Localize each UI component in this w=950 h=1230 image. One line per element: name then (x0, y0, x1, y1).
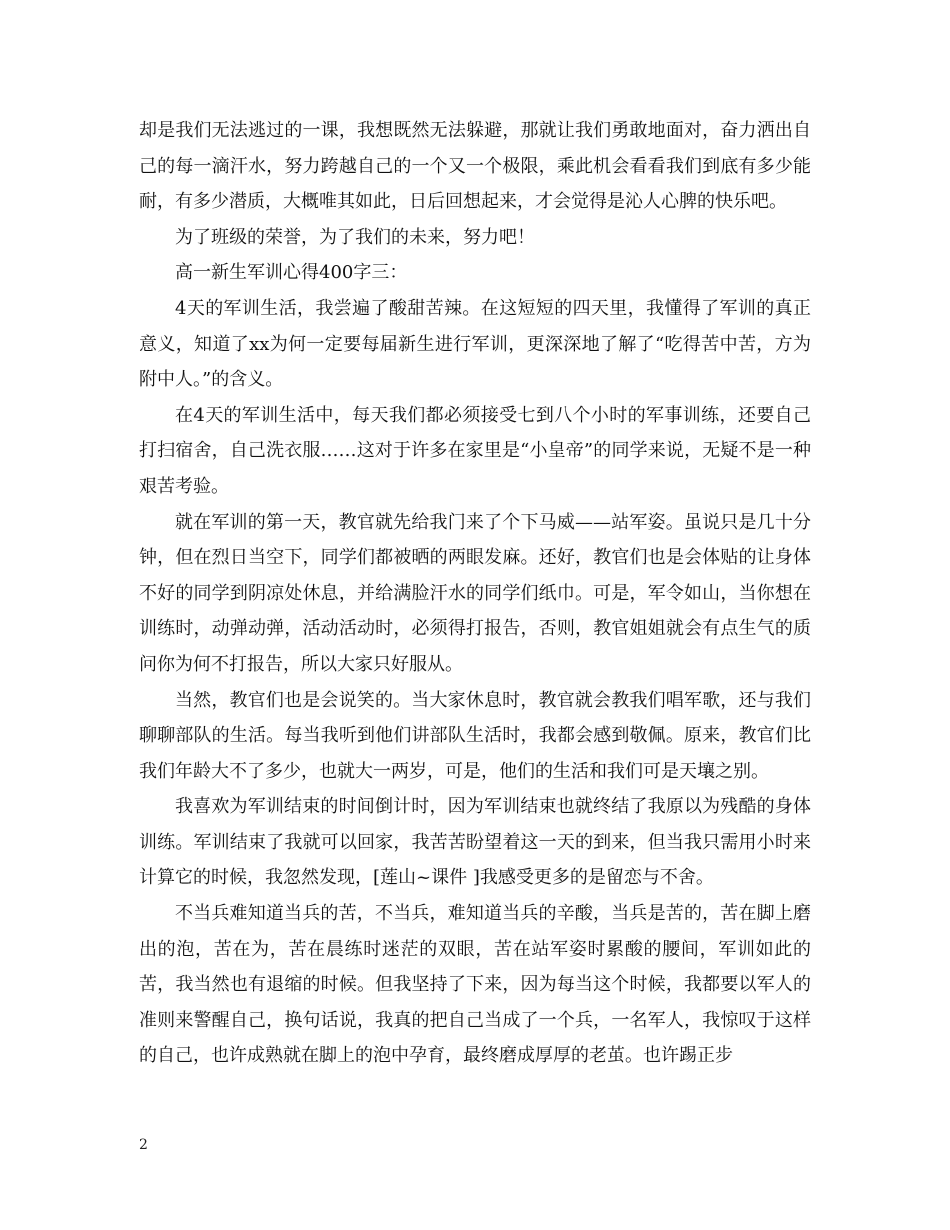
document-body (139, 113, 811, 1074)
section-heading: 高一新生军训心得400字三： (175, 262, 408, 284)
paragraph-6: 当然，教官们也是会说笑的。当大家休息时，教官就会教我们唱军歌，还与我们聊聊部队的生活。每当我听到他们讲部队生活时，我都会感到敬佩。原来，教官们比我们年龄大不了多少，也就大一两岁，可是，他们的生活和我们可是天壤之别。 (139, 689, 811, 782)
paragraph-7: 我喜欢为军训结束的时间倒计时，因为军训结束也就终结了我原以为残酷的身体训练。军训结束了我就可以回家，我苦苦盼望着这一天的到来，但当我只需用小时来计算它的时候，我忽然发现，[莲山~课件 ]我感受更多的是留恋与不舍。 (139, 796, 811, 889)
paragraph-5: 就在军训的第一天，教官就先给我门来了个下马威——站军姿。虽说只是几十分钟，但在烈日当空下，同学们都被晒的两眼发麻。还好，教官们也是会体贴的让身体不好的同学到阴凉处休息，并给满脸汗水的同学们纸巾。可是，军令如山，当你想在训练时，动弹动弹，活动活动时，必须得打报告，否则，教官姐姐就会有点生气的质问你为何不打报告，所以大家只好服从。 (139, 511, 811, 675)
paragraph-1: 却是我们无法逃过的一课，我想既然无法躲避，那就让我们勇敢地面对，奋力洒出自己的每一滴汗水，努力跨越自己的一个又一个极限，乘此机会看看我们到底有多少能耐，有多少潜质，大概唯其如此，日后回想起来，才会觉得是沁人心脾的快乐吧。 (139, 120, 811, 213)
paragraph-4: 在4天的军训生活中，每天我们都必须接受七到八个小时的军事训练，还要自己打扫宿舍，自己洗衣服……这对于许多在家里是“小皇帝”的同学来说，无疑不是一种艰苦考验。 (139, 404, 811, 497)
paragraph-2: 为了班级的荣誉，为了我们的未来，努力吧！ (175, 226, 535, 248)
paragraph-8: 不当兵难知道当兵的苦，不当兵，难知道当兵的辛酸，当兵是苦的，苦在脚上磨出的泡，苦在为，苦在晨练时迷茫的双眼，苦在站军姿时累酸的腰间，军训如此的苦，我当然也有退缩的时候。但我坚持了下来，因为每当这个时候，我都要以军人的准则来警醒自己，换句话说，我真的把自己当成了一个兵，一名军人，我惊叹于这样的自己，也许成熟就在脚上的泡中孕育，最终磨成厚厚的老茧。也许踢正步 (139, 903, 811, 1067)
paragraph-3: 4天的军训生活，我尝遍了酸甜苦辣。在这短短的四天里，我懂得了军训的真正意义，知道了xx为何一定要每届新生进行军训，更深深地了解了“吃得苦中苦，方为附中人。”的含义。 (139, 297, 811, 391)
page-number: 2 (139, 1137, 148, 1153)
